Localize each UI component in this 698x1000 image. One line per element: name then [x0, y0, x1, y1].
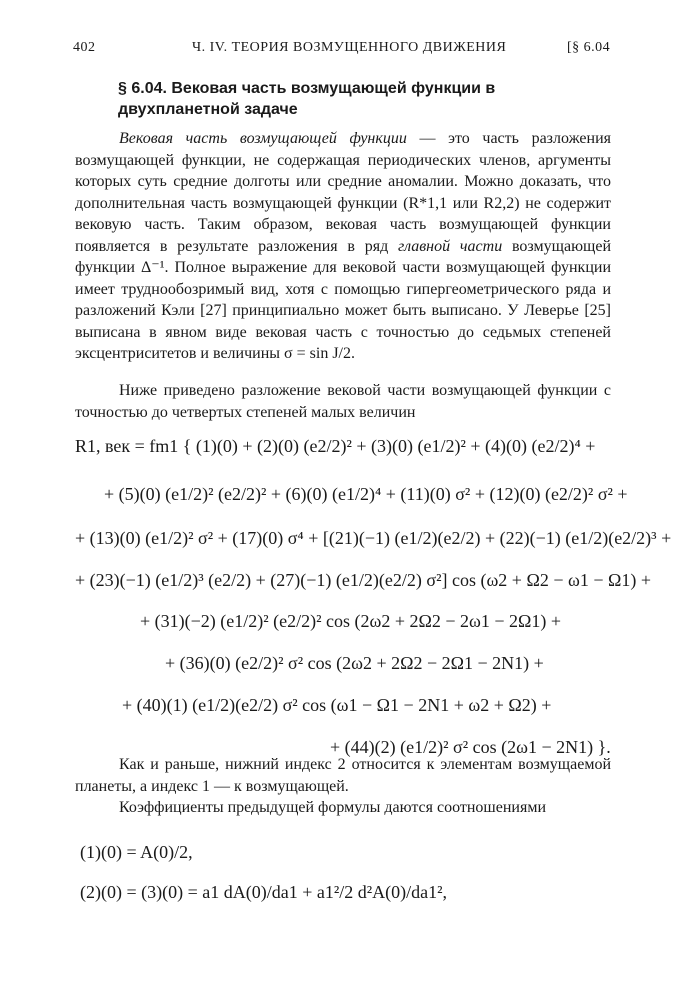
equation-line-3: + (13)(0) (e1/2)² σ² + (17)(0) σ⁴ + [(21)(−1) (e1/2)(e2/2) + (22)(−1) (e1/2)(e2/2)³ +: [75, 528, 672, 548]
coefficient-formula-1: (1)(0) = A(0)/2,: [80, 842, 193, 862]
running-title: Ч. IV. ТЕОРИЯ ВОЗМУЩЕННОГО ДВИЖЕНИЯ: [192, 40, 507, 55]
equation-line-5: + (31)(−2) (e1/2)² (e2/2)² cos (2ω2 + 2Ω2 − 2ω1 − 2Ω1) +: [140, 611, 562, 631]
equation-line-7: + (40)(1) (e1/2)(e2/2) σ² cos (ω1 − Ω1 − 2N1 + ω2 + Ω2) +: [122, 695, 552, 715]
paragraph-index-note: Как и раньше, нижний индекс 2 относится к элементам возмущаемой планеты, а индекс 1 — к возмущающей.: [75, 756, 611, 795]
term-secular-part: Вековая часть возмущающей функции: [119, 130, 407, 147]
equation-line-2: + (5)(0) (e1/2)² (e2/2)² + (6)(0) (e1/2)⁴ + (11)(0) σ² + (12)(0) (e2/2)² σ² +: [104, 484, 628, 504]
paragraph-coefficients-intro: Коэффициенты предыдущей формулы даются соотношениями: [119, 799, 546, 816]
equation-line-8: + (44)(2) (e1/2)² σ² cos (2ω1 − 2N1) }.: [330, 737, 611, 757]
equation-line-1: R1, век = fm1 { (1)(0) + (2)(0) (e2/2)² + (3)(0) (e1/2)² + (4)(0) (e2/2)⁴ +: [75, 436, 596, 456]
paragraph-expansion-intro: Ниже приведено разложение вековой части возмущающей функции с точностью до четвертых степеней малых величин: [75, 382, 611, 421]
section-title: § 6.04. Вековая часть возмущающей функции в двухпланетной задаче: [118, 80, 496, 118]
coefficient-formula-2: (2)(0) = (3)(0) = a1 dA(0)/da1 + a1²/2 d²A(0)/da1²,: [80, 882, 448, 902]
equation-line-6: + (36)(0) (e2/2)² σ² cos (2ω2 + 2Ω2 − 2Ω1 − 2N1) +: [165, 653, 544, 673]
equation-line-4: + (23)(−1) (e1/2)³ (e2/2) + (27)(−1) (e1/2)(e2/2) σ²] cos (ω2 + Ω2 − ω1 − Ω1) +: [75, 570, 651, 590]
section-reference: [§ 6.04: [567, 40, 611, 55]
paragraph-definition: [75, 128, 611, 365]
term-main-part: главной части: [398, 237, 503, 255]
paragraph-definition-text-2: возмущающей функции Δ⁻¹. Полное выражение для вековой части возмущающей функции имеет труднообозримый вид, хотя с помощью гипергеометрического ряда и разложений Кэли [27] принципиально может быть выписано. У Леверье [25] выписана в явном виде вековая часть с точностью до седьмых степеней эксцентриситетов и величины σ = sin J/2.: [75, 237, 612, 362]
page-number: 402: [73, 40, 96, 55]
paragraph-definition-text: — это часть разложения возмущающей функции, не содержащая периодических членов, аргументы которых суть средние долготы или средние аномалии. Можно доказать, что дополнительная часть возмущающей функции (R*1,1 или R2,2) не содержит вековую часть. Таким образом, вековая часть возмущающей функции появляется в результате разложения в ряд: [75, 130, 612, 255]
